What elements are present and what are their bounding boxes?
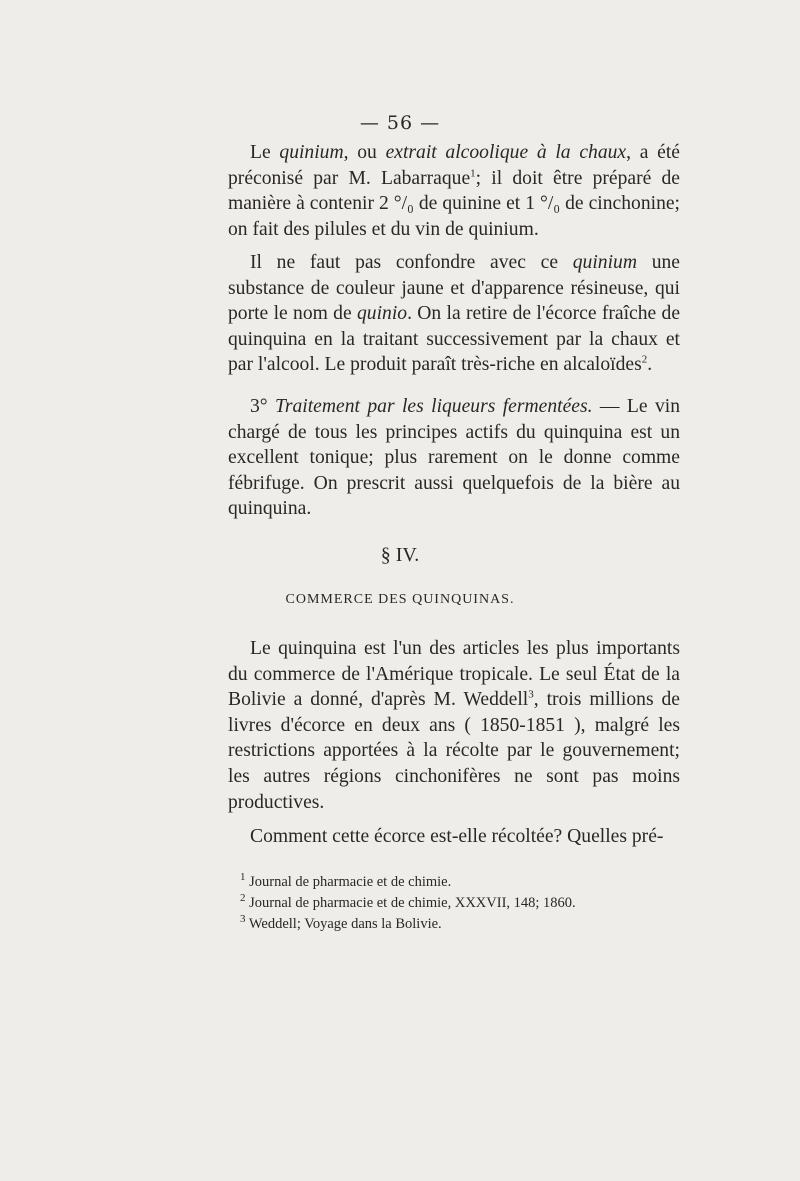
term-quinio: quinio [356,303,408,325]
page-number: — 56 — [359,112,441,134]
author-labarraque: M. Labarraque [348,167,471,189]
paragraph-commerce [228,636,680,815]
term-quinium-2: quinium [572,252,637,273]
section-sign: § IV. [380,544,420,566]
term-quinium: quinium [279,142,344,163]
footnotes [240,872,680,935]
item-text: — Le vin chargé de tous les principes actifs du quinquina est un excellent tonique; plus rarement on le donne comme fébrifuge. On prescrit aussi quelquefois de la bière au quinquina. [228,396,681,520]
commerce-text-1: Le quinquina est l'un des articles les plus importants du commerce de l'Amérique tropicale. Le seul État de la Bolivie a donné, d'après M. Weddell [228,638,680,711]
paragraph-quinio-text: Il ne faut pas confondre avec ce quinium une substance de couleur jaune et d'apparence résineuse, qui porte le nom de quinio. On la retire de l'écorce fraîche de quinquina en la traitant successivement par la chaux et par l'alcool. Le produit paraît très-riche en alcaloïdes$^2$. [228,252,681,376]
paragraph-liqueurs [228,394,680,522]
item-title: Traitement par les liqueurs fermentées. [275,396,593,417]
paragraph-liqueurs-text [228,394,680,522]
paragraph-quinio [228,250,680,378]
quinio-description: On la retire de l'écorce fraîche de quinquina en la traitant successivement par la chaux et par l'alcool. Le produit paraît très-riche en alcaloïdes [228,303,681,376]
footnote-mark-3: 3 [240,913,246,926]
footnote-1 [240,872,680,893]
commerce-text-2: , trois millions de livres d'écorce en deux ans ( 1850-1851 ), malgré les restrictions apportées à la récolte par le gouvernement; les autres régions cinchonifères ne sont pas moins productives. [228,689,680,813]
footnote-2 [240,893,680,914]
footnote-ref-2: 2 [641,353,648,366]
footnote-text-2: Journal de pharmacie et de chimie, XXXVII, 148; 1860. [249,895,576,911]
footnote-mark-1: 1 [240,871,246,884]
footnote-mark-2: 2 [240,892,246,905]
paragraph-question [228,824,680,850]
footnote-ref-1: 1 [470,167,476,180]
paragraph-commerce-text [228,636,680,815]
footnote-text-3: Weddell; Voyage dans la Bolivie. [248,916,442,932]
footnote-3 [240,914,680,935]
paragraph-quinium [228,140,680,242]
paragraph-question-text: Comment cette écorce est-elle récoltée? Quelles pré- [250,826,664,847]
footnote-ref-3: 3 [528,688,534,701]
paragraph-quinium-text: Le quinium, ou extrait alcoolique à la chaux, a été préconisé par M. Labarraque$^1$; il doit être préparé de manière à contenir 2 °/₀ de quinine et 1 °/₀ de cinchonine; on fait des pilules et du vin de quinium. [228,142,681,240]
composition-text: 2 °/₀ de quinine et 1 °/₀ de cinchonine; on fait des pilules et du vin de quinium. [228,193,681,240]
item-number: 3° [250,396,268,417]
footnote-text-1: Journal de pharmacie et de chimie. [249,874,452,890]
term-extrait-alcoolique: extrait alcoolique à la chaux [385,142,627,163]
section-title: COMMERCE DES QUINQUINAS. [285,592,515,607]
